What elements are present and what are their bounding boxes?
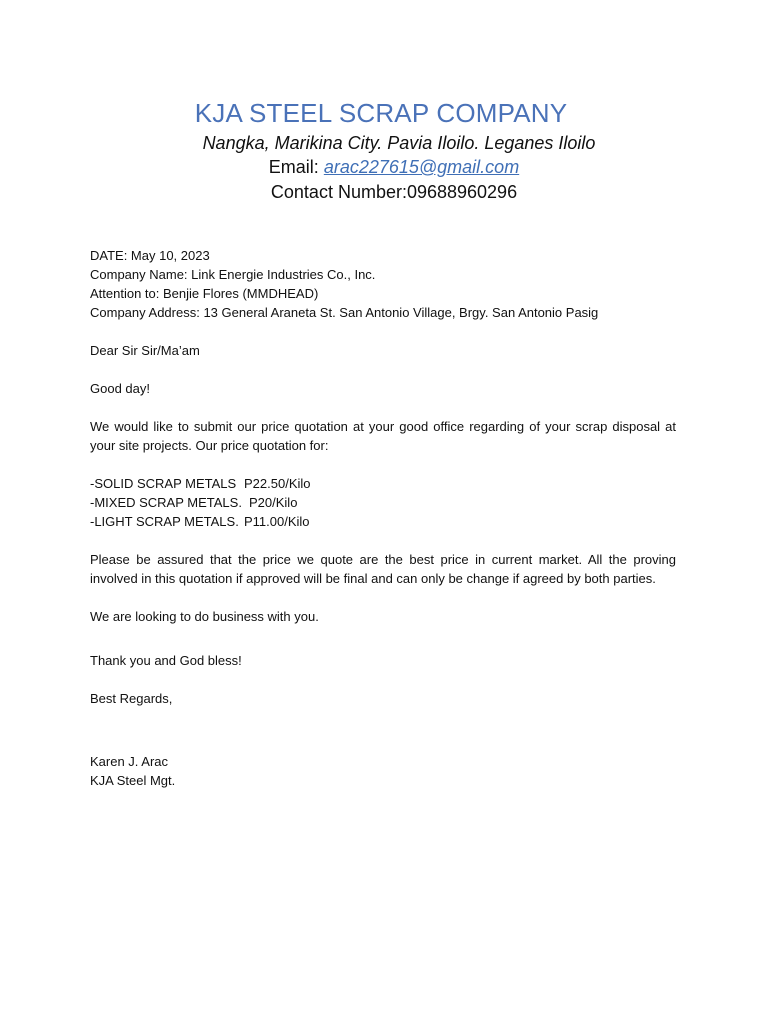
letter-date: DATE: May 10, 2023	[90, 248, 210, 263]
price-item	[90, 493, 676, 512]
recipient-company: Company Name: Link Energie Industries Co., Inc.	[90, 267, 376, 282]
attention-line: Attention to: Benjie Flores (MMDHEAD)	[90, 286, 319, 301]
email-label: Email:	[268, 157, 324, 177]
price-item-name: -MIXED SCRAP METALS.	[90, 495, 242, 510]
price-item-name: -SOLID SCRAP METALS	[90, 476, 237, 491]
greeting: Good day!	[90, 381, 150, 396]
email-line	[20, 155, 768, 180]
price-item-value: P20/Kilo	[249, 495, 298, 510]
signer-name: Karen J. Arac	[90, 754, 169, 769]
company-address: Nangka, Marikina City. Pavia Iloilo. Leganes Iloilo	[202, 133, 596, 153]
assurance-paragraph: Please be assured that the price we quote are the best price in current market. All the proving involved in this quotation if approved will be final and can only be change if agreed by both parties.	[90, 552, 676, 586]
price-list	[90, 474, 676, 531]
letter-body	[90, 246, 676, 790]
thanks-line: Thank you and God bless!	[90, 653, 242, 668]
email-link[interactable]: arac227615@gmail.com	[323, 157, 520, 177]
price-item	[90, 474, 676, 493]
contact-number: Contact Number:09688960296	[270, 182, 518, 202]
company-title: KJA STEEL SCRAP COMPANY	[194, 98, 568, 128]
closing-line: Best Regards,	[90, 691, 173, 706]
price-item-value: P11.00/Kilo	[244, 514, 310, 529]
intro-paragraph: We would like to submit our price quotation at your good office regarding of your scrap disposal at your site projects. Our price quotation for:	[90, 419, 676, 453]
letterhead	[0, 96, 768, 205]
price-item-name: -LIGHT SCRAP METALS.	[90, 514, 239, 529]
business-line: We are looking to do business with you.	[90, 609, 319, 624]
price-item	[90, 512, 676, 531]
salutation: Dear Sir Sir/Ma’am	[90, 343, 200, 358]
price-item-value: P22.50/Kilo	[244, 476, 311, 491]
signer-organization: KJA Steel Mgt.	[90, 773, 176, 788]
recipient-address: Company Address: 13 General Araneta St. San Antonio Village, Brgy. San Antonio Pasig	[90, 305, 599, 320]
